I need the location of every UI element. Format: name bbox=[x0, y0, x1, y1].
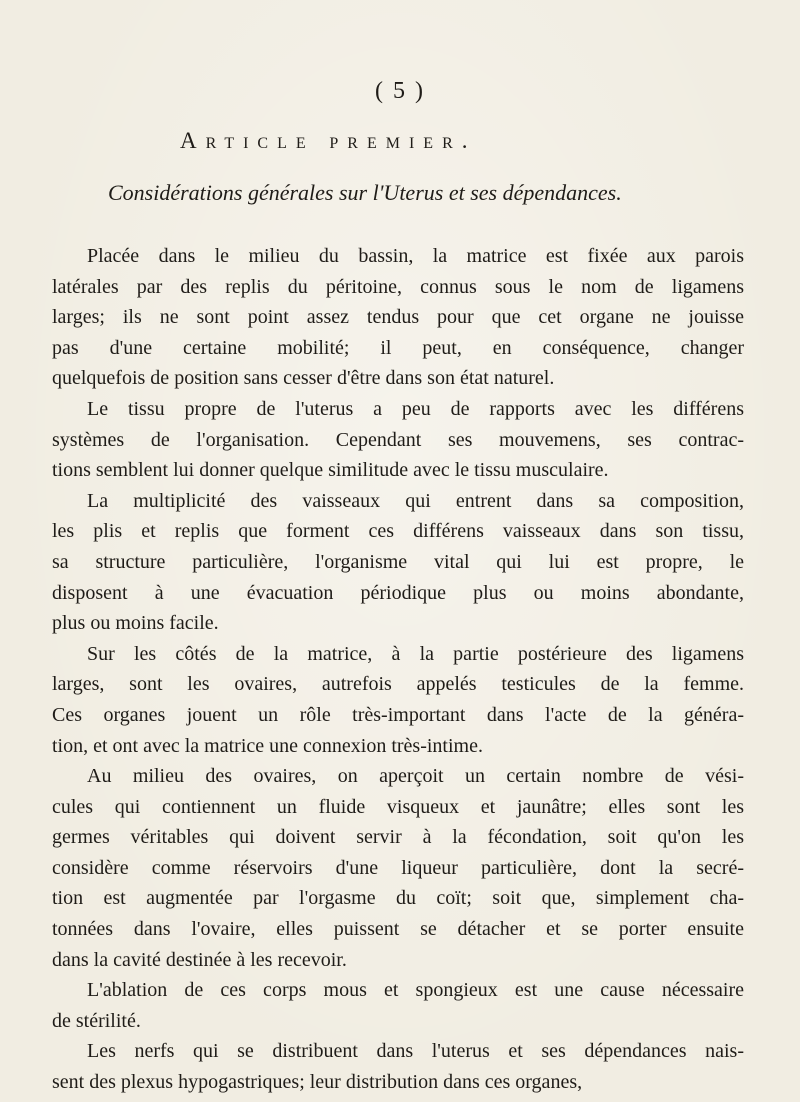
paragraph bbox=[52, 975, 744, 1036]
text-line: Le tissu propre de l'uterus a peu de rapports avec les différens bbox=[87, 397, 744, 420]
text-line: L'ablation de ces corps mous et spongieux est une cause nécessaire bbox=[87, 979, 744, 1002]
text-line: tions semblent lui donner quelque similitude avec le tissu musculaire. bbox=[52, 459, 609, 482]
section-subtitle: Considérations générales sur l'Uterus et ses dépendances. bbox=[108, 180, 622, 205]
text-line: dans la cavité destinée à les recevoir. bbox=[52, 948, 347, 971]
paragraph bbox=[52, 394, 744, 486]
paragraph bbox=[52, 639, 744, 761]
body-text bbox=[52, 241, 744, 1098]
paragraph bbox=[52, 486, 744, 639]
text-line: sa structure particulière, l'organisme vital qui lui est propre, le bbox=[52, 550, 744, 573]
text-line: considère comme réservoirs d'une liqueur particulière, dont la secré- bbox=[52, 856, 744, 879]
article-heading: Article premier. bbox=[180, 128, 477, 153]
text-line: Ces organes jouent un rôle très-important dans l'acte de la généra- bbox=[52, 703, 744, 726]
text-line: germes véritables qui doivent servir à la fécondation, soit qu'on les bbox=[52, 826, 744, 849]
text-line: quelquefois de position sans cesser d'être dans son état naturel. bbox=[52, 367, 555, 390]
text-line: larges; ils ne sont point assez tendus pour que cet organe ne jouisse bbox=[52, 306, 744, 329]
text-line: Placée dans le milieu du bassin, la matrice est fixée aux parois bbox=[87, 245, 744, 267]
paragraph bbox=[52, 241, 744, 394]
text-line: tion est augmentée par l'orgasme du coït; soit que, simplement cha- bbox=[52, 887, 744, 910]
text-line: Au milieu des ovaires, on aperçoit un certain nombre de vési- bbox=[87, 765, 744, 788]
text-line: larges, sont les ovaires, autrefois appelés testicules de la femme. bbox=[52, 673, 744, 696]
text-line: plus ou moins facile. bbox=[52, 612, 219, 635]
paragraph bbox=[52, 761, 744, 975]
text-line: les plis et replis que forment ces différens vaisseaux dans son tissu, bbox=[52, 520, 744, 543]
text-line: pas d'une certaine mobilité; il peut, en conséquence, changer bbox=[52, 336, 744, 359]
text-line: cules qui contiennent un fluide visqueux et jaunâtre; elles sont les bbox=[52, 795, 744, 818]
text-line: Sur les côtés de la matrice, à la partie postérieure des ligamens bbox=[87, 642, 744, 665]
page-number: ( 5 ) bbox=[375, 78, 425, 104]
text-line: Les nerfs qui se distribuent dans l'uterus et ses dépendances nais- bbox=[87, 1040, 744, 1063]
text-line: latérales par des replis du péritoine, connus sous le nom de ligamens bbox=[52, 275, 744, 298]
text-line: systèmes de l'organisation. Cependant ses mouvemens, ses contrac- bbox=[52, 428, 744, 451]
text-line: La multiplicité des vaisseaux qui entrent dans sa composition, bbox=[87, 489, 744, 512]
text-line: tonnées dans l'ovaire, elles puissent se détacher et se porter ensuite bbox=[52, 918, 744, 941]
paragraph bbox=[52, 1036, 744, 1097]
text-line: de stérilité. bbox=[52, 1009, 141, 1032]
text-line: tion, et ont avec la matrice une connexion très-intime. bbox=[52, 734, 483, 757]
text-line: disposent à une évacuation périodique plus ou moins abondante, bbox=[52, 581, 744, 604]
text-line: sent des plexus hypogastriques; leur distribution dans ces organes, bbox=[52, 1071, 583, 1094]
